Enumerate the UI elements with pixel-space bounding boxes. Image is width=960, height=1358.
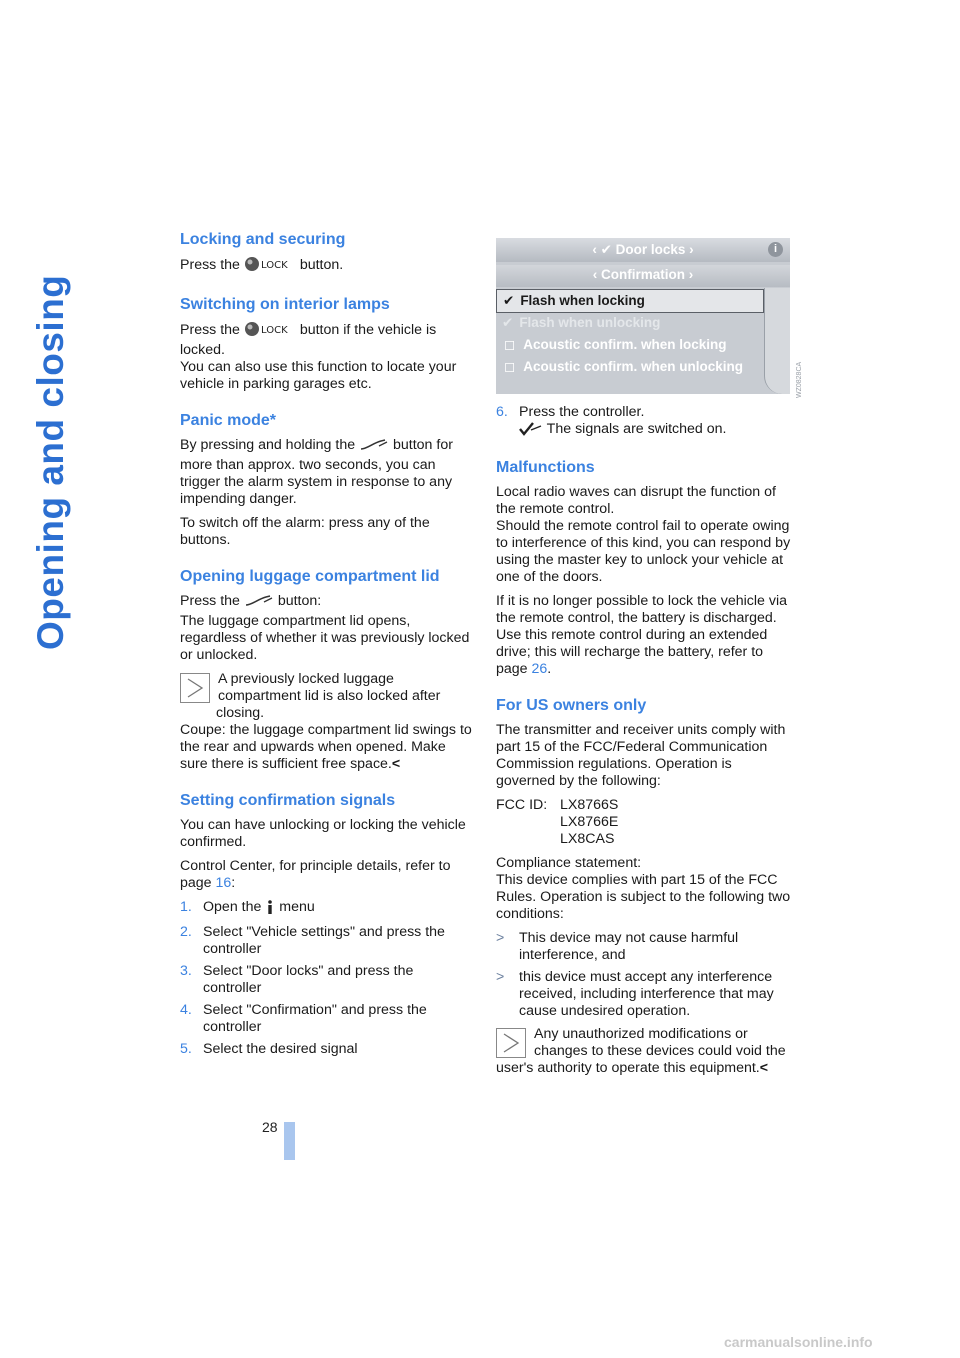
- control-display-screenshot: [496, 238, 790, 394]
- check-icon: ✔: [502, 315, 514, 330]
- para-malfunctions-3: If it is no longer possible to lock the vehicle via the remote control, the battery is discharged. Use this remote control during an extended drive; this will recharge the battery, refer to page 26.: [496, 593, 787, 677]
- para-interior-lamps-2: You can also use this function to locate your vehicle in parking garages etc.: [180, 359, 457, 392]
- list-item: 5. Select the desired signal: [180, 1041, 358, 1057]
- list-item: > this device must accept any interference received, including interference that may cause undesired operation.: [496, 969, 774, 1019]
- page-link-16[interactable]: 16: [215, 875, 232, 891]
- screen-item-flash-unlocking: ✔ Flash when unlocking: [496, 312, 764, 334]
- para-confirmation-2: Control Center, for principle details, refer to page 16:: [180, 858, 451, 891]
- page-number-bar: [284, 1122, 295, 1160]
- para-luggage-2: The luggage compartment lid opens, regardless of whether it was previously locked or unlocked.: [180, 613, 470, 663]
- svg-text:LOCK: LOCK: [260, 325, 288, 336]
- para-malfunctions-1: Local radio waves can disrupt the function of the remote control.: [496, 484, 776, 517]
- note-arrow-icon: [496, 1028, 526, 1058]
- checkbox-icon: ◻: [504, 359, 516, 374]
- note-luggage-text: A previously locked luggage compartment lid is also locked after closing.: [216, 671, 441, 721]
- check-car-icon: [519, 422, 543, 441]
- list-item: 6. Press the controller. The signals are switched on.: [496, 404, 792, 441]
- screen-info-icon: i: [768, 242, 783, 257]
- trunk-button-icon: [244, 594, 274, 613]
- image-code: WZ0828CA: [796, 361, 803, 398]
- list-item: 4. Select "Confirmation" and press the controller: [180, 1002, 427, 1035]
- conditions-list: [496, 930, 792, 1020]
- list-item: > This device may not cause harmful interference, and: [496, 930, 739, 963]
- page-link-26[interactable]: 26: [531, 661, 548, 677]
- left-column: [180, 230, 474, 1064]
- lock-button-icon: [244, 256, 296, 277]
- screen-subheader: ‹ Confirmation ›: [592, 267, 694, 282]
- screen-scroll-arc: [764, 288, 790, 394]
- page-number: 28: [262, 1119, 278, 1135]
- compliance-label: Compliance statement:: [496, 855, 642, 871]
- para-locking: Press the LOCK button.: [180, 256, 474, 277]
- heading-malfunctions: Malfunctions: [496, 459, 595, 476]
- heading-interior-lamps: Switching on interior lamps: [180, 296, 390, 313]
- para-interior-lamps-1: Press the LOCK button if the vehicle is locked.: [180, 322, 437, 358]
- note-luggage-text-2: Coupe: the luggage compartment lid swings to the rear and upwards when opened. Make sure there is sufficient free space.<: [180, 722, 472, 772]
- check-icon: ✔: [503, 293, 515, 308]
- para-panic-2: To switch off the alarm: press any of the buttons.: [180, 515, 430, 548]
- heading-luggage: Opening luggage compartment lid: [180, 568, 440, 585]
- compliance-text: This device complies with part 15 of the FCC Rules. Operation is subject to the following two conditions:: [496, 872, 791, 922]
- heading-locking: Locking and securing: [180, 231, 346, 248]
- list-item: 1. Open the menu: [180, 899, 474, 919]
- info-icon: [265, 900, 275, 919]
- heading-us-owners: For US owners only: [496, 697, 647, 714]
- steps-list: [180, 899, 474, 1058]
- svg-text:LOCK: LOCK: [260, 260, 288, 271]
- note-arrow-icon: [180, 673, 210, 703]
- right-column: [496, 404, 792, 1077]
- heading-confirmation: Setting confirmation signals: [180, 792, 396, 809]
- para-us-1: The transmitter and receiver units comply with part 15 of the FCC/Federal Communication Commission regulations. Operation is governed by the following:: [496, 722, 786, 789]
- para-confirmation-1: You can have unlocking or locking the vehicle confirmed.: [180, 817, 466, 850]
- chapter-title: Opening and closing: [30, 274, 71, 650]
- check-car-icon: ✔: [600, 242, 612, 257]
- list-item: 2. Select "Vehicle settings" and press the controller: [180, 924, 445, 957]
- heading-panic-mode: Panic mode*: [180, 412, 277, 429]
- step-6: [496, 404, 792, 441]
- screen-item-flash-locking: ✔ Flash when locking: [496, 289, 764, 313]
- para-panic-1: By pressing and holding the button for more than approx. two seconds, you can trigger the alarm system in response to any impending danger.: [180, 437, 453, 507]
- note-luggage: [180, 671, 474, 773]
- screen-header: ‹ ✔ Door locks ›: [592, 242, 694, 257]
- para-malfunctions-2: Should the remote control fail to operate owing to interference of this kind, you can respond by using the master key to unlock your vehicle at one of the doors.: [496, 518, 791, 585]
- trunk-button-icon: [359, 438, 389, 457]
- list-item: 3. Select "Door locks" and press the controller: [180, 963, 414, 996]
- screen-item-acoustic-locking: ◻ Acoustic confirm. when locking: [496, 334, 764, 356]
- screen-item-acoustic-unlocking: ◻ Acoustic confirm. when unlocking: [496, 356, 764, 378]
- fcc-ids: FCC ID: LX8766S LX8766E LX8CAS: [496, 797, 619, 847]
- note-unauthorized: Any unauthorized modifications or changes to these devices could void the user's authority to operate this equipment.<: [496, 1026, 786, 1076]
- para-luggage-1: Press the button:: [180, 593, 474, 613]
- checkbox-icon: ◻: [504, 337, 516, 352]
- lock-button-icon: [244, 321, 296, 342]
- footer-watermark: carmanualsonline.info: [724, 1334, 873, 1350]
